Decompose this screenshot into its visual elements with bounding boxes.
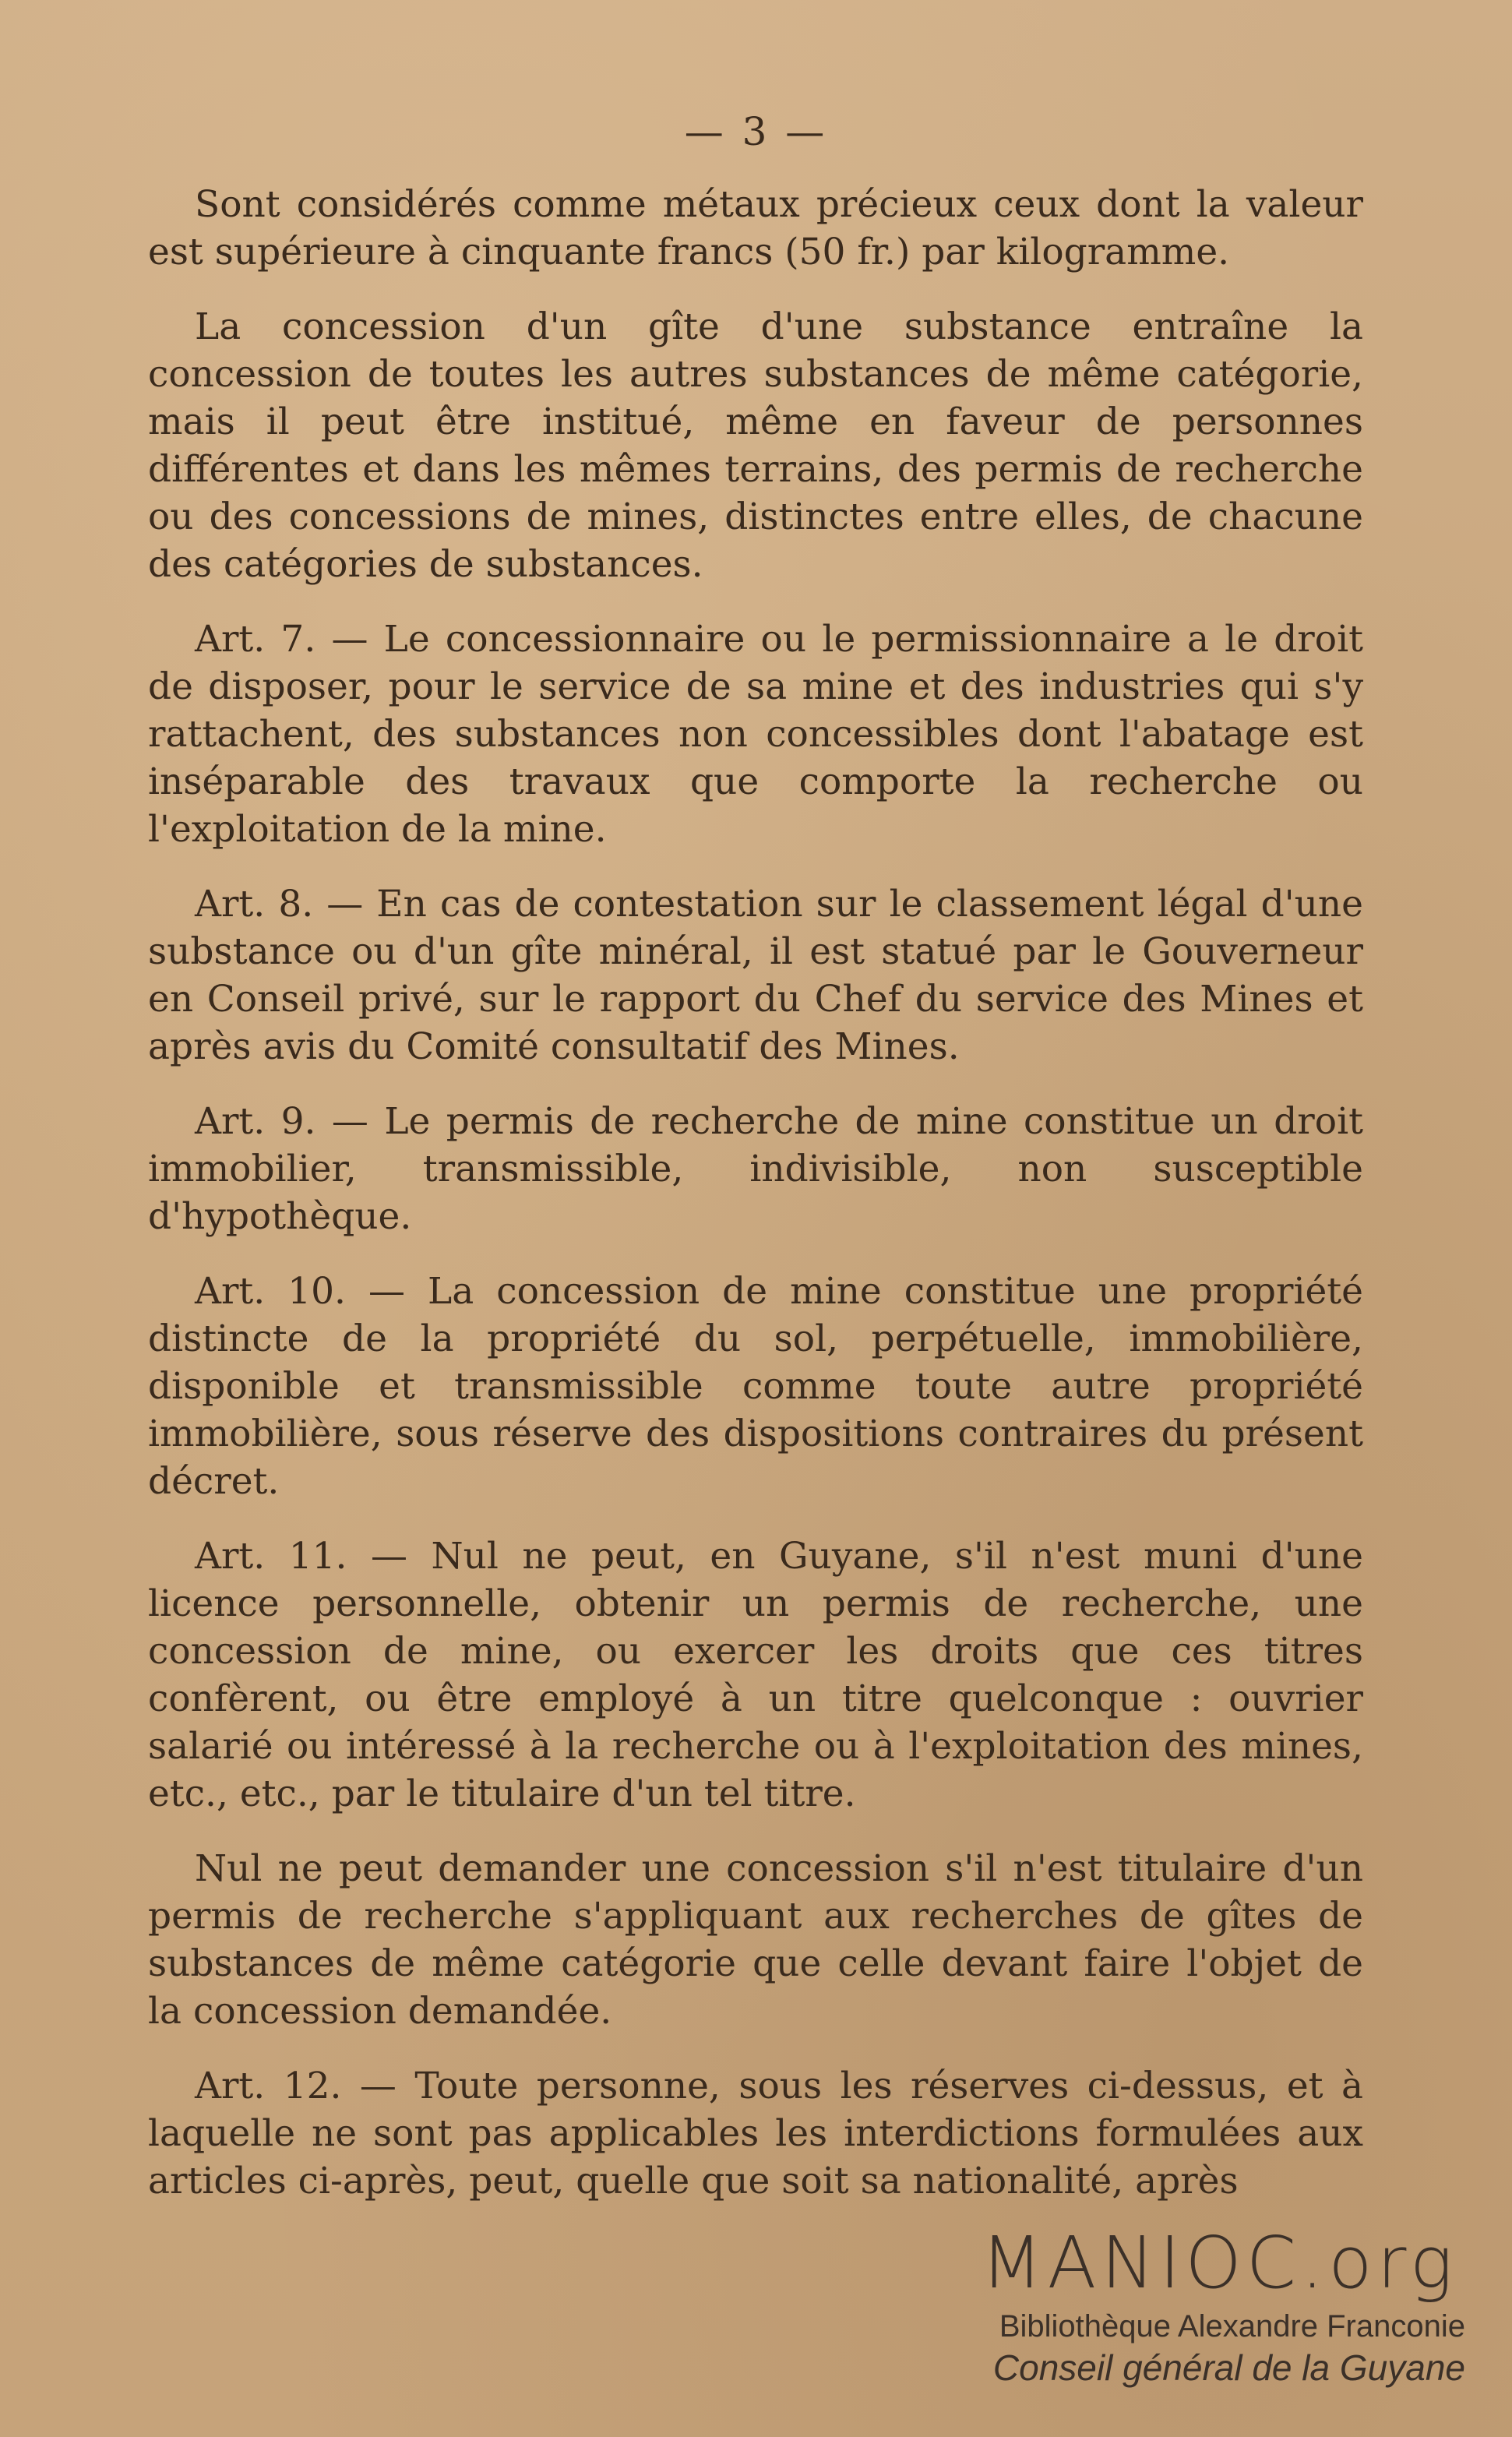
- paragraph-art-11: Art. 11. — Nul ne peut, en Guyane, s'il n'est muni d'une licence personnelle, obtenir un permis de recherche, une concession de mine, ou exercer les droits que ces titres confèrent, ou être employé à un titre quelconque : ouvrier salarié ou intéressé à la recherche ou à l'exploitation des mines, etc., etc., par le titulaire d'un tel titre.: [148, 1535, 1363, 1815]
- paragraph-art-8: Art. 8. — En cas de contestation sur le classement légal d'une substance ou d'un gîte minéral, il est statué par le Gouverneur en Conseil privé, sur le rapport du Chef du service des Mines et après avis du Comité consultatif des Mines.: [148, 883, 1363, 1068]
- paragraph-metaux-precieux: Sont considérés comme métaux précieux ceux dont la valeur est supérieure à cinquante francs (50 fr.) par kilogramme.: [148, 183, 1363, 273]
- manioc-watermark: [920, 2221, 1465, 2389]
- page-number: — 3 —: [684, 109, 828, 154]
- paragraph-art-11-concession: Nul ne peut demander une concession s'il n'est titulaire d'un permis de recherche s'appliquant aux recherches de gîtes de substances de même catégorie que celle devant faire l'objet de la concession demandée.: [148, 1847, 1363, 2033]
- paragraph-art-10: Art. 10. — La concession de mine constitue une propriété distincte de la propriété du sol, perpétuelle, immobilière, disponible et transmissible comme toute autre propriété immobilière, sous réserve des dispositions contraires du présent décret.: [148, 1270, 1363, 1503]
- library-name: Bibliothèque Alexandre Franconie: [999, 2309, 1465, 2344]
- paragraph-concession-gite: La concession d'un gîte d'une substance entraîne la concession de toutes les autres substances de même catégorie, mais il peut être institué, même en faveur de personnes différentes et dans les mêmes terrains, des permis de recherche ou des concessions de mines, distinctes entre elles, de chacune des catégories de substances.: [148, 305, 1363, 586]
- manioc-logo: MANIOC.org: [981, 2221, 1457, 2305]
- paragraph-art-7: Art. 7. — Le concessionnaire ou le permissionnaire a le droit de disposer, pour le service de sa mine et des industries qui s'y rattachent, des substances non concessibles dont l'abatage est inséparable des travaux que comporte la recherche ou l'exploitation de la mine.: [148, 618, 1363, 851]
- paragraph-art-9: Art. 9. — Le permis de recherche de mine constitue un droit immobilier, transmissible, indivisible, non susceptible d'hypothèque.: [148, 1100, 1363, 1238]
- document-body: [148, 181, 1363, 2232]
- paragraph-art-12: Art. 12. — Toute personne, sous les réserves ci-dessus, et à laquelle ne sont pas applicables les interdictions formulées aux articles ci-après, peut, quelle que soit sa nationalité, après: [148, 2065, 1363, 2202]
- council-name: Conseil général de la Guyane: [992, 2347, 1465, 2388]
